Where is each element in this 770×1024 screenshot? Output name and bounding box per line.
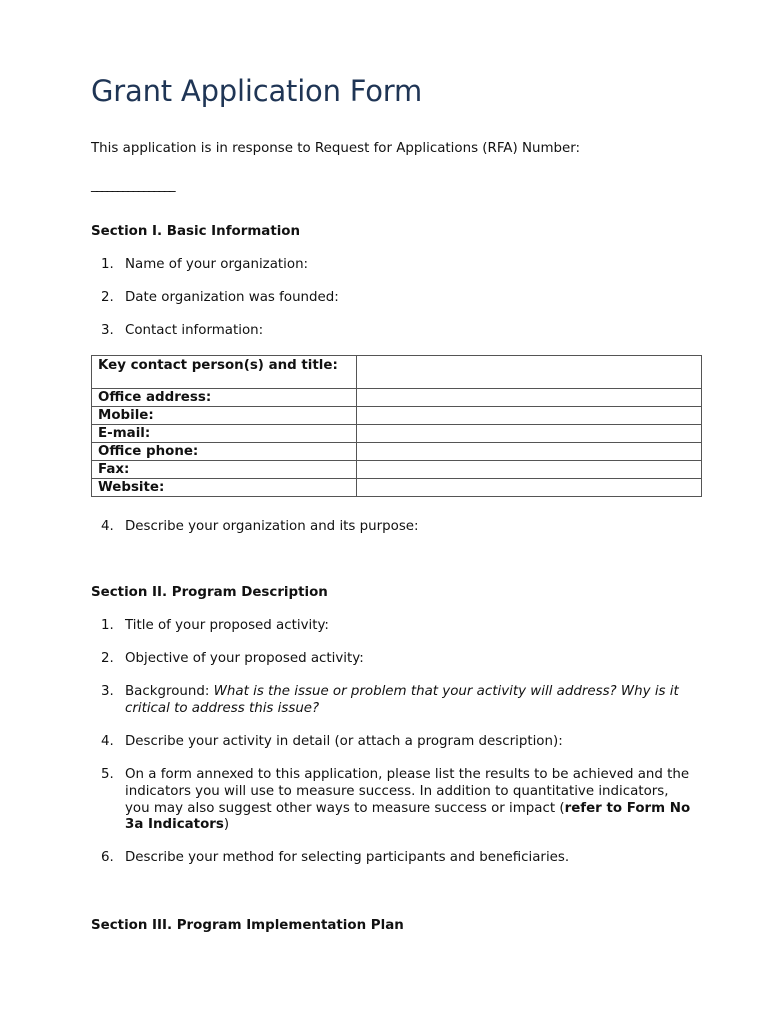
question-text-wrap [125, 767, 691, 834]
question-text: Name of your organization: [125, 257, 309, 272]
section-3-heading: Section III. Program Implementation Plan [91, 918, 404, 933]
contact-label: E-mail: [92, 425, 357, 443]
contact-value-field[interactable] [357, 461, 702, 479]
s2-question-6 [91, 850, 691, 867]
section-1-heading: Section I. Basic Information [91, 224, 301, 239]
question-number: 3. [101, 684, 114, 699]
rfa-number-blank[interactable]: ________________ [91, 178, 175, 193]
form-reference: refer to Form No 3a Indicators [125, 800, 691, 833]
contact-information-table [91, 355, 702, 497]
question-italic-text: What is the issue or problem that your activity will address? Why is it critical to address this issue? [125, 684, 679, 716]
question-text: Describe your activity in detail (or attach a program description): [125, 734, 563, 749]
contact-value-field[interactable] [357, 443, 702, 461]
question-text: Describe your organization and its purpose: [125, 519, 419, 534]
table-row [92, 443, 702, 461]
section-2-heading: Section II. Program Description [91, 585, 328, 600]
question-text: Date organization was founded: [125, 290, 339, 305]
contact-value-field[interactable] [357, 389, 702, 407]
table-row [92, 425, 702, 443]
s2-question-4 [91, 734, 691, 751]
contact-value-field[interactable] [357, 479, 702, 497]
question-text: Objective of your proposed activity: [125, 651, 364, 666]
s2-question-3 [91, 684, 691, 718]
s1-question-4 [91, 519, 691, 536]
contact-label: Fax: [92, 461, 357, 479]
question-number: 3. [101, 323, 114, 338]
contact-value-field[interactable] [357, 356, 702, 389]
question-number: 4. [101, 519, 114, 534]
s2-question-2 [91, 651, 691, 668]
contact-label: Office address: [92, 389, 357, 407]
table-row [92, 479, 702, 497]
question-number: 2. [101, 290, 114, 305]
table-row [92, 389, 702, 407]
question-text-wrap [125, 684, 691, 718]
table-row [92, 461, 702, 479]
question-number: 2. [101, 651, 114, 666]
contact-label: Website: [92, 479, 357, 497]
s1-question-1 [91, 257, 691, 274]
question-number: 1. [101, 257, 114, 272]
question-number: 1. [101, 618, 114, 633]
page-title: Grant Application Form [91, 74, 423, 108]
contact-label: Office phone: [92, 443, 357, 461]
question-text-close: ) [223, 817, 230, 833]
table-row [92, 356, 702, 389]
question-text: Title of your proposed activity: [125, 618, 329, 633]
contact-label: Mobile: [92, 407, 357, 425]
question-text: Background: [125, 684, 214, 699]
contact-value-field[interactable] [357, 407, 702, 425]
contact-value-field[interactable] [357, 425, 702, 443]
s2-question-5 [91, 767, 691, 834]
question-number: 5. [101, 767, 114, 782]
table-row [92, 407, 702, 425]
s1-question-2 [91, 290, 691, 307]
s1-question-3 [91, 323, 691, 340]
question-number: 4. [101, 734, 114, 749]
question-number: 6. [101, 850, 114, 865]
rfa-intro-text: This application is in response to Request for Applications (RFA) Number: [91, 141, 581, 156]
s2-question-1 [91, 618, 691, 635]
question-text: Describe your method for selecting participants and beneficiaries. [125, 850, 570, 865]
question-text: On a form annexed to this application, please list the results to be achieved and the indicators you will use to measure success. In addition to quantitative indicators, you may also suggest other ways to measure success or impact ( [125, 767, 690, 816]
contact-label: Key contact person(s) and title: [92, 356, 357, 389]
question-text: Contact information: [125, 323, 264, 338]
